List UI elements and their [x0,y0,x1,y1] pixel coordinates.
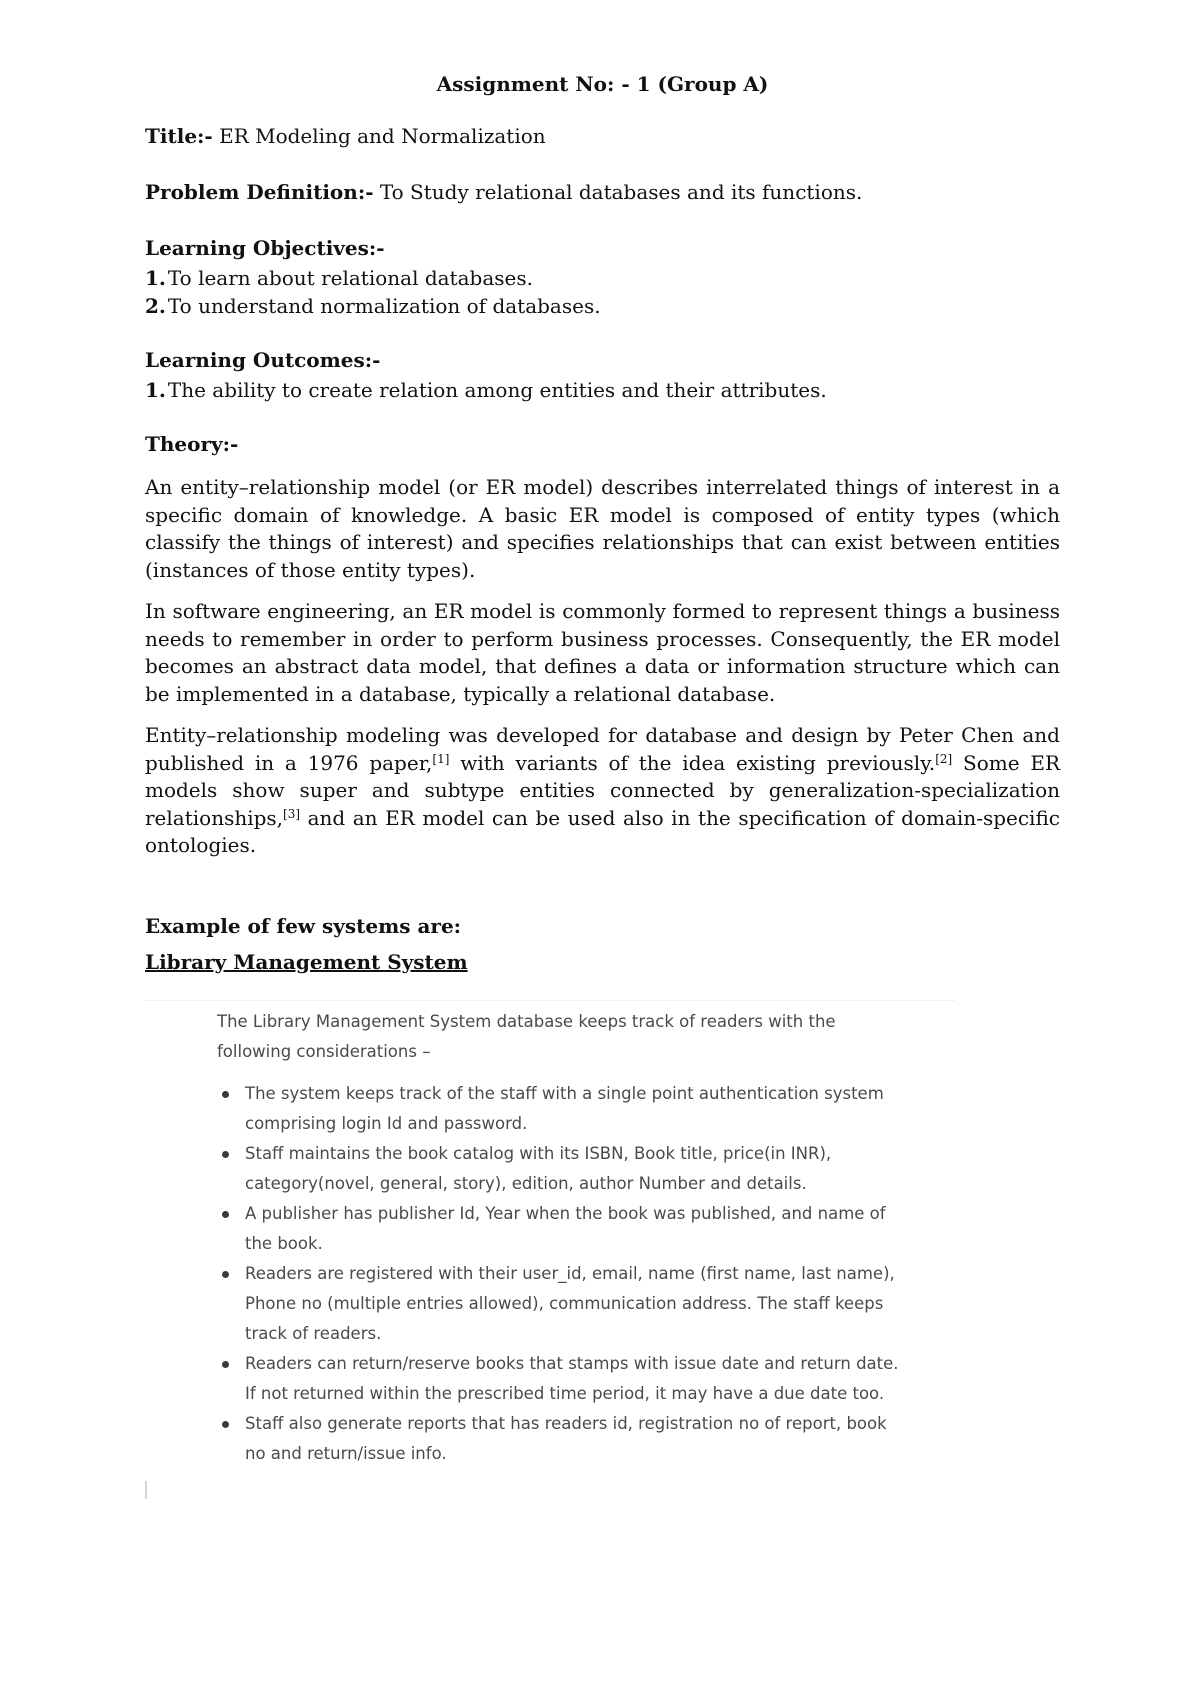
list-item-text: To learn about relational databases. [167,266,533,290]
bullet-icon [222,1361,229,1368]
paragraph-text: and an ER model can be used also in the specification of domain-specific ontologies. [145,805,1060,857]
theory-paragraph-3 [145,722,1060,860]
list-number: 2. [145,294,166,318]
examples-heading: Example of few systems are: [145,913,462,938]
list-item [217,1079,907,1139]
bullet-icon [222,1271,229,1278]
considerations-list [217,1079,907,1469]
theory-paragraph-1: An entity–relationship model (or ER model) describes interrelated things of interest in a specific domain of knowledge. A basic ER model is composed of entity types (which classify the things of interest) and specifies relationships that can exist between entities (instances of those entity types). [145,475,1060,582]
theory-heading: Theory:- [145,432,239,456]
theory-paragraph-2: In software engineering, an ER model is commonly formed to represent things a business needs to remember in order to perform business processes. Consequently, the ER model becomes an abstract data model, that defines a data or information structure which can be implemented in a database, typically a relational database. [145,599,1060,706]
list-item-text: A publisher has publisher Id, Year when the book was published, and name of the book. [245,1204,886,1253]
list-item-text: Staff maintains the book catalog with its ISBN, Book title, price(in INR), category(novel, general, story), edition, author Number and details. [245,1144,832,1193]
list-item [145,376,1060,404]
document-body [145,70,1060,976]
list-item [145,264,1060,292]
assignment-title: Assignment No: - 1 (Group A) [436,72,769,96]
paragraph-text: with variants of the idea existing previously. [449,750,936,775]
list-number: 1. [145,266,166,290]
embedded-intro: The Library Management System database keeps track of readers with the following considerations – [217,1012,836,1061]
title-value: ER Modeling and Normalization [219,124,546,148]
list-item [217,1199,907,1259]
list-item-text: The ability to create relation among entities and their attributes. [167,378,827,402]
problem-definition-label: Problem Definition:- [145,180,374,204]
paragraph-text: Some ER models show super and subtype entities connected by generalization-specialization relationships, [145,750,1061,830]
image-edge-artifact [145,1481,147,1499]
list-item-text: Readers can return/reserve books that stamps with issue date and return date. If not returned within the prescribed time period, it may have a due date too. [245,1354,899,1403]
citation-2[interactable]: [2] [935,751,953,766]
citation-3[interactable]: [3] [283,806,301,821]
list-item-text: To understand normalization of databases. [167,294,601,318]
list-item-text: Readers are registered with their user_id, email, name (first name, last name), Phone no (multiple entries allowed), communication address. The staff keeps track of readers. [245,1264,895,1343]
learning-outcomes-list [145,376,1060,404]
paragraph-text: Entity–relationship modeling was developed for database and design by Peter Chen and published in a 1976 paper, [145,723,1060,775]
list-item-text: The system keeps track of the staff with a single point authentication system comprising login Id and password. [245,1084,884,1133]
learning-objectives-list [145,264,1060,320]
list-item [217,1349,907,1409]
library-system-heading: Library Management System [145,949,468,974]
list-item [217,1409,907,1469]
list-item-text: Staff also generate reports that has readers id, registration no of report, book no and return/issue info. [245,1414,887,1463]
list-item [217,1259,907,1349]
learning-outcomes-heading: Learning Outcomes:- [145,348,381,372]
list-item [145,292,1060,320]
title-label: Title:- [145,124,213,148]
bullet-icon [222,1421,229,1428]
bullet-icon [222,1151,229,1158]
list-item [217,1139,907,1199]
learning-objectives-heading: Learning Objectives:- [145,236,385,260]
bullet-icon [222,1091,229,1098]
bullet-icon [222,1211,229,1218]
citation-1[interactable]: [1] [432,751,450,766]
title-field [145,122,1060,150]
embedded-screenshot [145,1000,955,1501]
problem-definition-field [145,178,1060,206]
list-number: 1. [145,378,166,402]
problem-definition-value: To Study relational databases and its functions. [379,180,863,204]
